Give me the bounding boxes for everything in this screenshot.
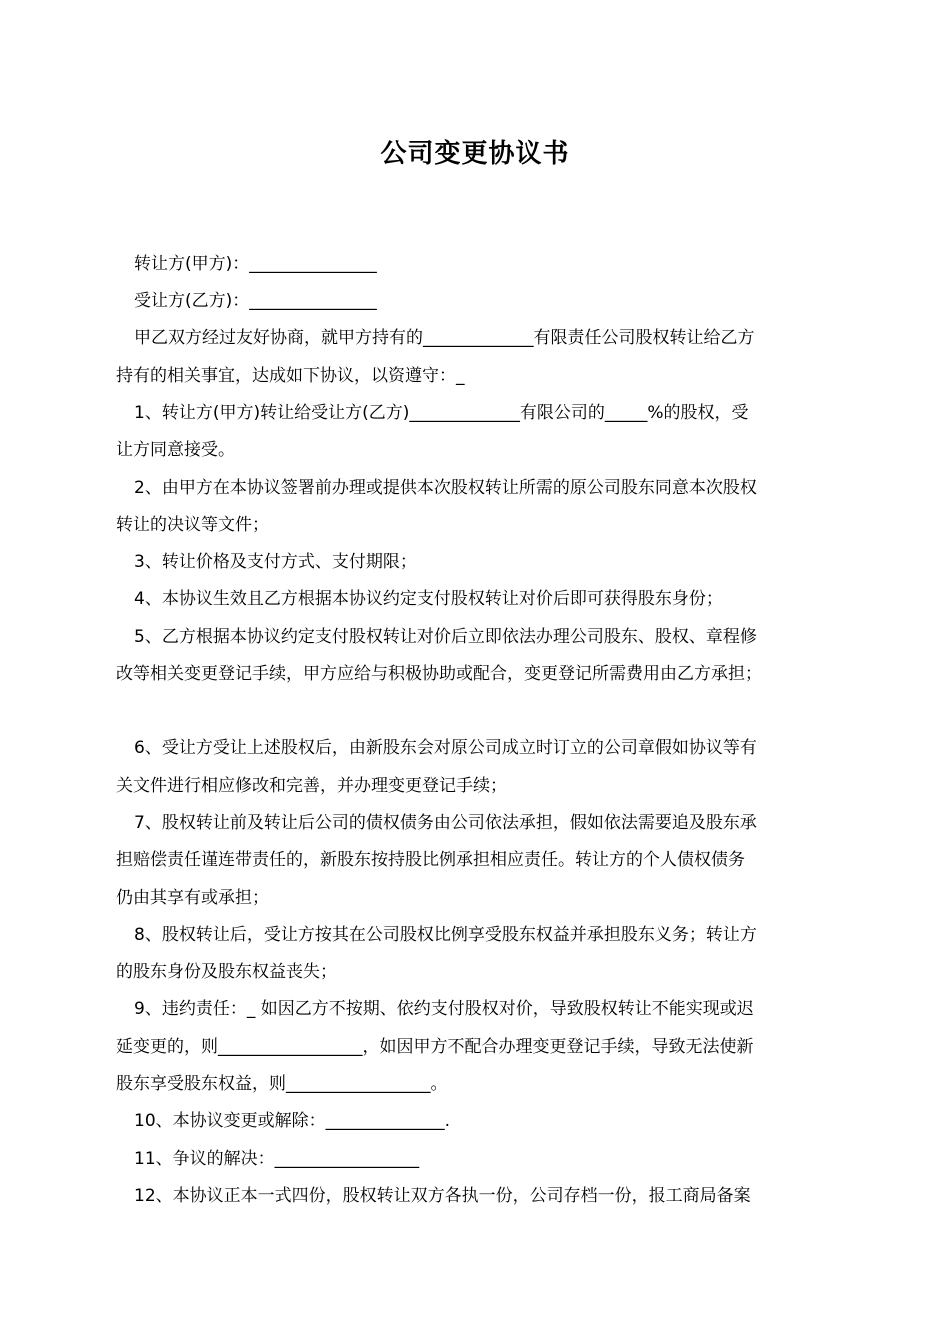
clause-7-line: 7、股权转让前及转让后公司的债权债务由公司依法承担，假如依法需要追及股东承 [134, 813, 757, 833]
clause-8-line: 8、股权转让后，受让方按其在公司股权比例享受股东权益并承担股东义务；转让方 [134, 925, 757, 945]
clause-12-line: 12、本协议正本一式四份，股权转让双方各执一份，公司存档一份，报工商局备案 [134, 1186, 751, 1206]
clause-2-line: 转让的决议等文件； [116, 515, 269, 535]
clause-6-line: 关文件进行相应修改和完善，并办理变更登记手续； [116, 776, 507, 796]
clause-7-line: 仍由其享有或承担； [116, 888, 269, 908]
clause-4-line: 4、本协议生效且乙方根据本协议约定支付股权转让对价后即可获得股东身份； [134, 589, 723, 609]
paragraph-line: 甲乙双方经过友好协商，就甲方持有的_____________有限责任公司股权转让给乙方 [134, 328, 755, 348]
transferor-line: 转让方(甲方)：_______________ [134, 254, 377, 274]
clause-5-line: 改等相关变更登记手续，甲方应给与积极协助或配合，变更登记所需费用由乙方承担； [116, 664, 762, 684]
clause-3-line: 3、转让价格及支付方式、支付期限； [134, 552, 417, 572]
transferee-line: 受让方(乙方)：_______________ [134, 291, 377, 311]
clause-11-line: 11、争议的解决：_________________ [134, 1149, 420, 1169]
document-title: 公司变更协议书 [380, 139, 570, 169]
paragraph-line: 持有的相关事宜，达成如下协议，以资遵守：_ [116, 366, 465, 386]
clause-2-line: 2、由甲方在本协议签署前办理或提供本次股权转让所需的原公司股东同意本次股权 [134, 478, 757, 498]
clause-8-line: 的股东身份及股东权益丧失； [116, 962, 337, 982]
clause-6-line: 6、受让方受让上述股权后，由新股东会对原公司成立时订立的公司章假如协议等有 [134, 738, 757, 758]
clause-1-line: 1、转让方(甲方)转让给受让方(乙方)_____________有限公司的_____%的股权，受 [134, 403, 749, 423]
clause-9-line: 9、违约责任：_ 如因乙方不按期、依约支付股权对价，导致股权转让不能实现或迟 [134, 999, 754, 1019]
clause-1-line: 让方同意接受。 [116, 440, 235, 460]
clause-5-line: 5、乙方根据本协议约定支付股权转让对价后立即依法办理公司股东、股权、章程修 [134, 627, 757, 647]
clause-9-line: 股东享受股东权益，则_________________。 [116, 1074, 448, 1094]
clause-9-line: 延变更的，则_________________，如因甲方不配合办理变更登记手续，导致无法使新 [116, 1037, 754, 1057]
clause-10-line: 10、本协议变更或解除：______________. [134, 1111, 451, 1131]
clause-7-line: 担赔偿责任谨连带责任的，新股东按持股比例承担相应责任。转让方的个人债权债务 [116, 850, 745, 870]
